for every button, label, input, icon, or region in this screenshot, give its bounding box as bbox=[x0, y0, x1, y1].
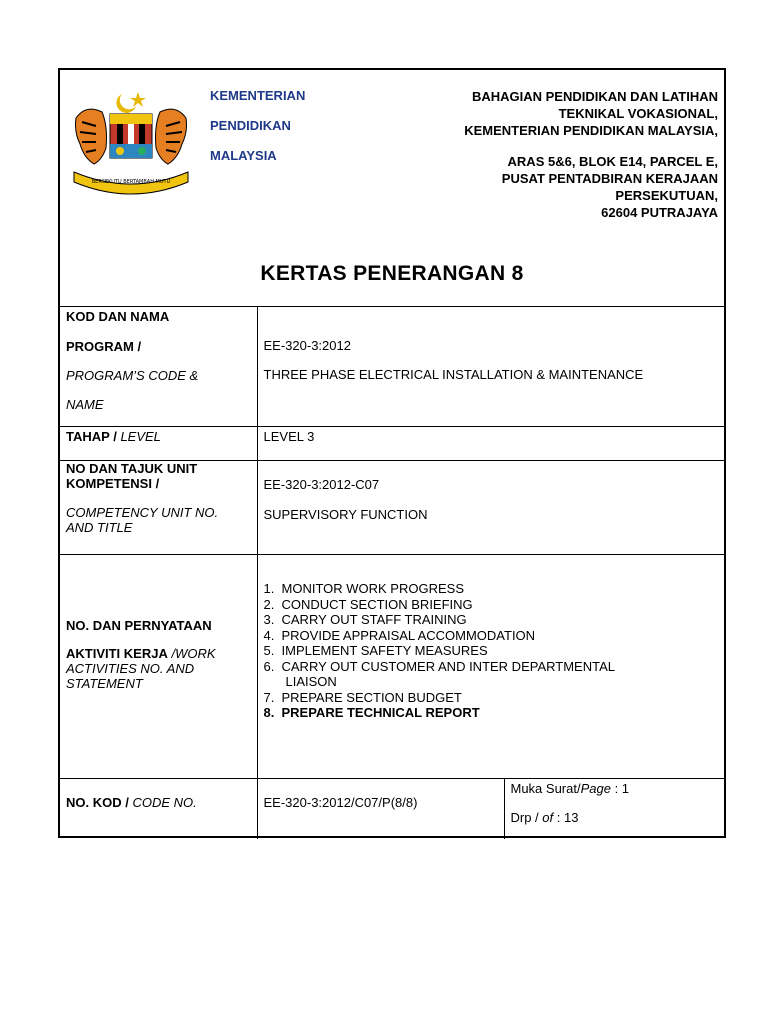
document-title: KERTAS PENERANGAN 8 bbox=[260, 262, 524, 285]
table-row bbox=[60, 779, 724, 839]
list-item: 5. IMPLEMENT SAFETY MEASURES bbox=[263, 643, 488, 658]
document-frame bbox=[58, 68, 726, 838]
list-item: 2. CONDUCT SECTION BRIEFING bbox=[263, 596, 473, 612]
level-label: TAHAP / LEVEL bbox=[60, 427, 257, 461]
list-item: 8. PREPARE TECHNICAL REPORT bbox=[263, 705, 480, 720]
competency-value: EE-320-3:2012-C07 SUPERVISORY FUNCTION bbox=[257, 461, 724, 555]
program-value: EE-320-3:2012 THREE PHASE ELECTRICAL INSTALLATION & MAINTENANCE bbox=[257, 307, 724, 427]
svg-text:BERSEKUTU BERTAMBAH MUTU: BERSEKUTU BERTAMBAH MUTU bbox=[91, 179, 171, 185]
competency-label: NO DAN TAJUK UNIT KOMPETENSI / COMPETENCY UNIT NO. AND TITLE bbox=[60, 461, 257, 555]
code-label: NO. KOD / CODE NO. bbox=[60, 779, 257, 839]
list-item-continuation: LIAISON bbox=[285, 674, 337, 689]
code-value: EE-320-3:2012/C07/P(8/8) bbox=[257, 779, 504, 839]
office-address: BAHAGIAN PENDIDIKAN DAN LATIHAN TEKNIKAL VOKASIONAL, KEMENTERIAN PENDIDIKAN MALAYSIA, ARAS 5&6, BLOK E14, PARCEL E, PUSAT PENTADBIRAN KERAJAAN PERSEKUTUAN, 62604 PUTRAJAYA bbox=[464, 89, 718, 220]
document-header bbox=[60, 70, 724, 306]
info-table bbox=[60, 306, 724, 839]
activities-label: NO. DAN PERNYATAAN AKTIVITI KERJA /WORK ACTIVITIES NO. AND STATEMENT bbox=[60, 555, 257, 779]
program-label: KOD DAN NAMA PROGRAM / PROGRAM’S CODE & NAME bbox=[60, 307, 257, 427]
activities-list bbox=[257, 555, 724, 779]
list-item: 6. CARRY OUT CUSTOMER AND INTER DEPARTMENTAL bbox=[263, 658, 615, 674]
malaysia-coat-of-arms-icon bbox=[68, 88, 194, 198]
list-item: 1. MONITOR WORK PROGRESS bbox=[263, 581, 464, 596]
list-item: 3. CARRY OUT STAFF TRAINING bbox=[263, 612, 467, 627]
level-value: LEVEL 3 bbox=[257, 427, 724, 461]
table-row bbox=[60, 427, 724, 461]
list-item: 7. PREPARE SECTION BUDGET bbox=[263, 689, 462, 705]
table-row bbox=[60, 461, 724, 555]
table-row bbox=[60, 555, 724, 779]
page-info: Muka Surat/Page : 1 Drp / of : 13 bbox=[504, 779, 724, 839]
ministry-name: KEMENTERIAN PENDIDIKAN MALAYSIA bbox=[210, 88, 306, 163]
list-item: 4. PROVIDE APPRAISAL ACCOMMODATION bbox=[263, 627, 536, 643]
table-row bbox=[60, 307, 724, 427]
